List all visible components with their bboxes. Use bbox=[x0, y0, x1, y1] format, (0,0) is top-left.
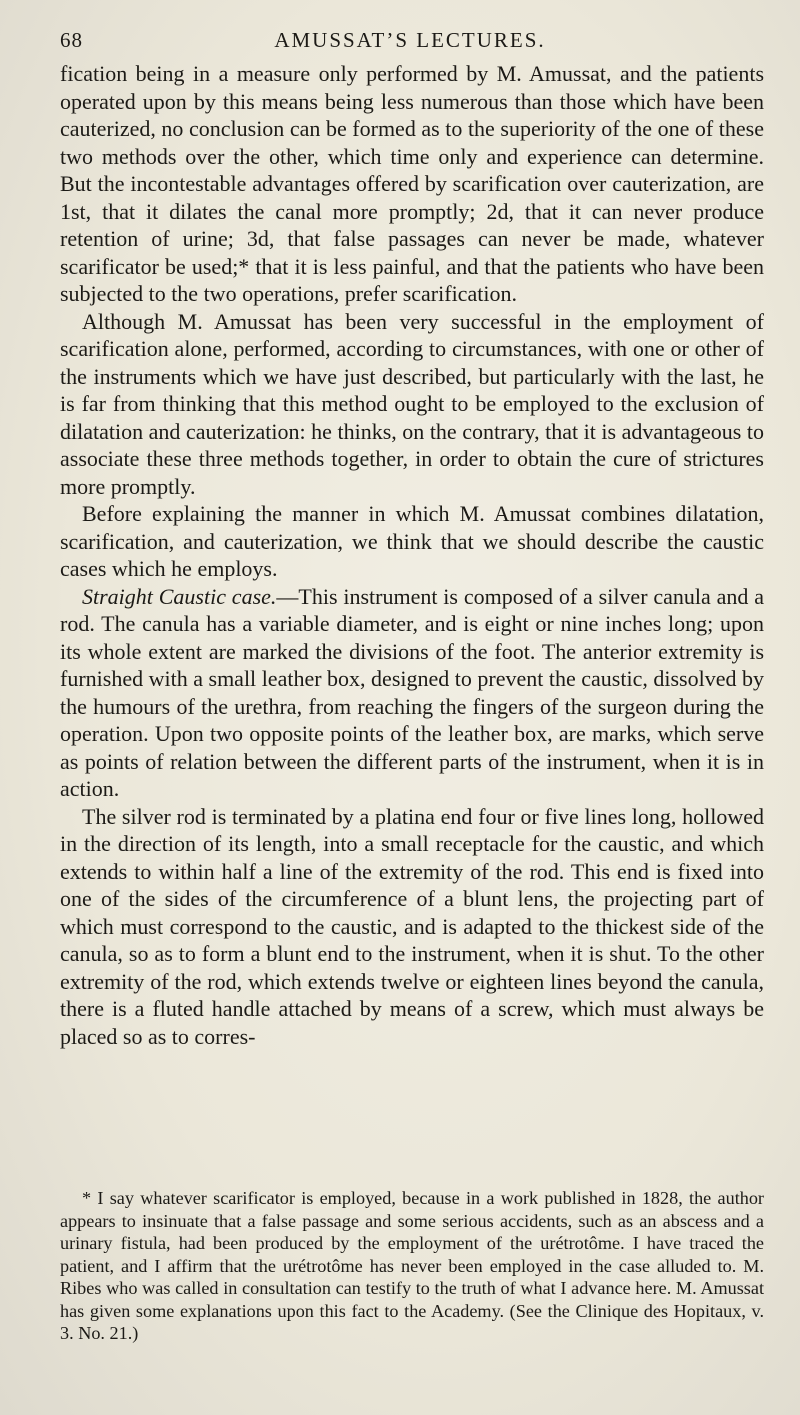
paragraph-4 bbox=[60, 583, 764, 803]
page-number: 68 bbox=[60, 28, 83, 52]
paragraph-5: The silver rod is terminated by a platina end four or five lines long, hollowed in the direction of its length, into a small receptacle for the caustic, and which extends to within half a line of the extremity of the rod. This end is fixed into one of the sides of the circumference of a blunt lens, the projecting part of which must correspond to the caustic, and is adapted to the thickest side of the canula, so as to form a blunt end to the instrument, when it is shut. To the other extremity of the rod, which extends twelve or eighteen lines beyond the canula, there is a fluted handle attached by means of a screw, which must always be placed so as to corres- bbox=[60, 803, 764, 1049]
page-header bbox=[60, 24, 760, 60]
paragraph-4-heading: Straight Caustic case. bbox=[82, 583, 277, 609]
paragraph-1: fication being in a measure only performed by M. Amussat, and the patients operated upon by this means being less numerous than those which have been cauterized, no conclusion can be formed as to the superiority of the one of these two methods over the other, which time only and experience can determine. But the incontestable advantages offered by scarification over cauterization, are 1st, that it dilates the canal more promptly; 2d, that it can never produce retention of urine; 3d, that false passages can never be made, whatever scarificator be used;* that it is less painful, and that the patients who have been subjected to the two operations, prefer scarification. bbox=[60, 61, 764, 306]
body-text bbox=[60, 60, 764, 1050]
running-head: AMUSSAT’S LECTURES. bbox=[274, 28, 546, 52]
paragraph-3: Before explaining the manner in which M. Amussat combines dilatation, scarification, and cauterization, we think that we should describe the caustic cases which he employs. bbox=[60, 501, 764, 581]
footnote-text: * I say whatever scarificator is employed, because in a work published in 1828, the author appears to insinuate that a false passage and some serious accidents, such as an abscess and a urinary fistula, had been produced by the employment of the urétrotôme. I have traced the patient, and I affirm that the urétrotôme has never been employed in the case alluded to. M. Ribes who was called in consultation can testify to the truth of what I advance here. M. Amussat has given some explanations upon this fact to the Academy. (See the Clinique des Hopitaux, v. 3. No. 21.) bbox=[60, 1188, 764, 1343]
paragraph-4-text: —This instrument is composed of a silver canula and a rod. The canula has a variable diameter, and is eight or nine inches long; upon its whole extent are marked the divisions of the foot. The anterior extremity is furnished with a small leather box, designed to prevent the caustic, dissolved by the humours of the urethra, from reaching the fingers of the surgeon during the operation. Upon two opposite points of the leather box, are marks, which serve as points of relation between the different parts of the instrument, when it is in action. bbox=[60, 583, 764, 801]
paragraph-2: Although M. Amussat has been very successful in the employment of scarification alone, performed, according to circumstances, with one or other of the instruments which we have just described, but particularly with the last, he is far from thinking that this method ought to be employed to the exclusion of dilatation and cauterization: he thinks, on the contrary, that it is advantageous to associate these three methods together, in order to obtain the cure of strictures more promptly. bbox=[60, 308, 764, 499]
footnote bbox=[60, 1187, 764, 1345]
